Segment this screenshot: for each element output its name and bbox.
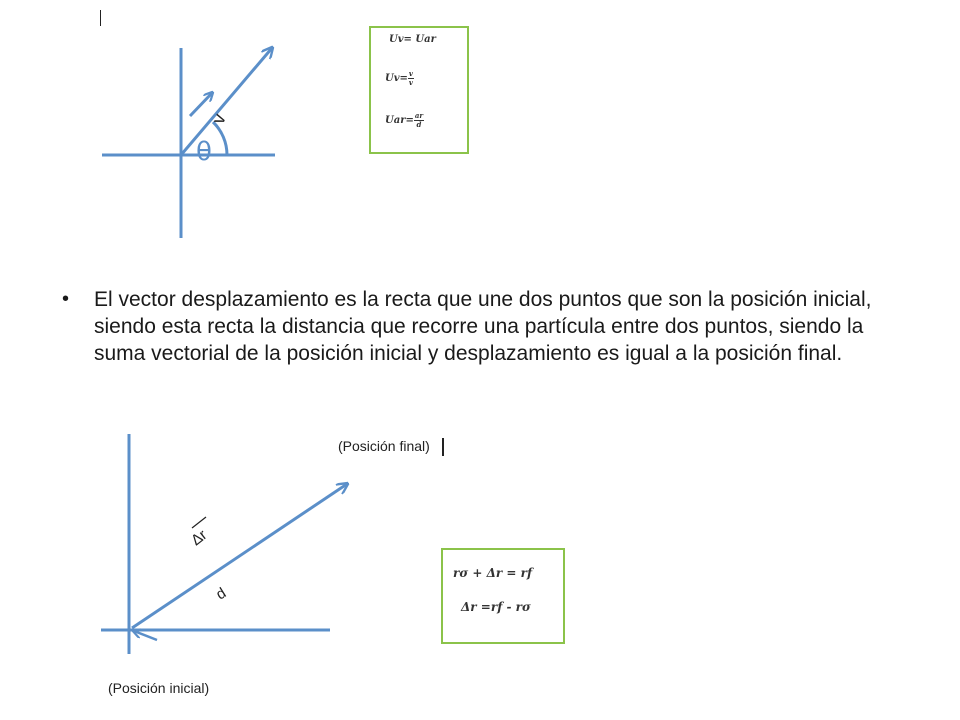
- formula-uar-fraction: [385, 112, 424, 129]
- formula-line2-fraction: [408, 70, 414, 87]
- formula-uv-fraction: [385, 70, 414, 87]
- formula-sum-position: rσ + Δr = rf: [453, 566, 533, 580]
- formula-line2-num: v: [408, 69, 413, 78]
- formula-line2-lhs: Uv=: [385, 73, 408, 84]
- formula-line2-den: v: [408, 78, 413, 87]
- label-initial-position: (Posición inicial): [108, 680, 210, 696]
- formula-displacement: Δr =rf - rσ: [461, 600, 531, 614]
- d2-displacement-vector: [132, 484, 347, 628]
- bullet-symbol: •: [62, 288, 70, 310]
- final-label-cursor-mark: [442, 438, 444, 456]
- formula-line3-fraction: [414, 112, 424, 129]
- d2-label-delta-r: Δr: [187, 526, 211, 550]
- formula-box-unit-vectors: [369, 26, 469, 154]
- d1-main-vector-arrow: [181, 48, 272, 155]
- formula-line1-text: Uv= Uar: [389, 34, 436, 45]
- d1-unit-vector-arrow: [190, 93, 212, 116]
- d2-label-d: d: [213, 584, 230, 604]
- d1-label-theta: θ: [196, 137, 212, 167]
- bullet-text: El vector desplazamiento es la recta que une dos puntos que son la posición inicial, siendo esta recta la distancia que recorre una partícula entre dos puntos, siendo la suma vectorial de la posición inicial y desplazamiento es igual a la posición final.: [94, 288, 872, 365]
- d1-label-v: v: [207, 111, 230, 127]
- formula-line3-lhs: Uar=: [385, 115, 414, 126]
- formula-uv-equals-uar: [389, 34, 436, 45]
- label-final-position: (Posición final): [338, 438, 430, 454]
- formula-box-displacement: [441, 548, 565, 644]
- formula-line3-num: ar: [414, 111, 424, 120]
- formula-line3-den: d: [416, 120, 422, 129]
- d1-angle-arc: [213, 122, 227, 155]
- d2-origin-arrow: [134, 631, 157, 640]
